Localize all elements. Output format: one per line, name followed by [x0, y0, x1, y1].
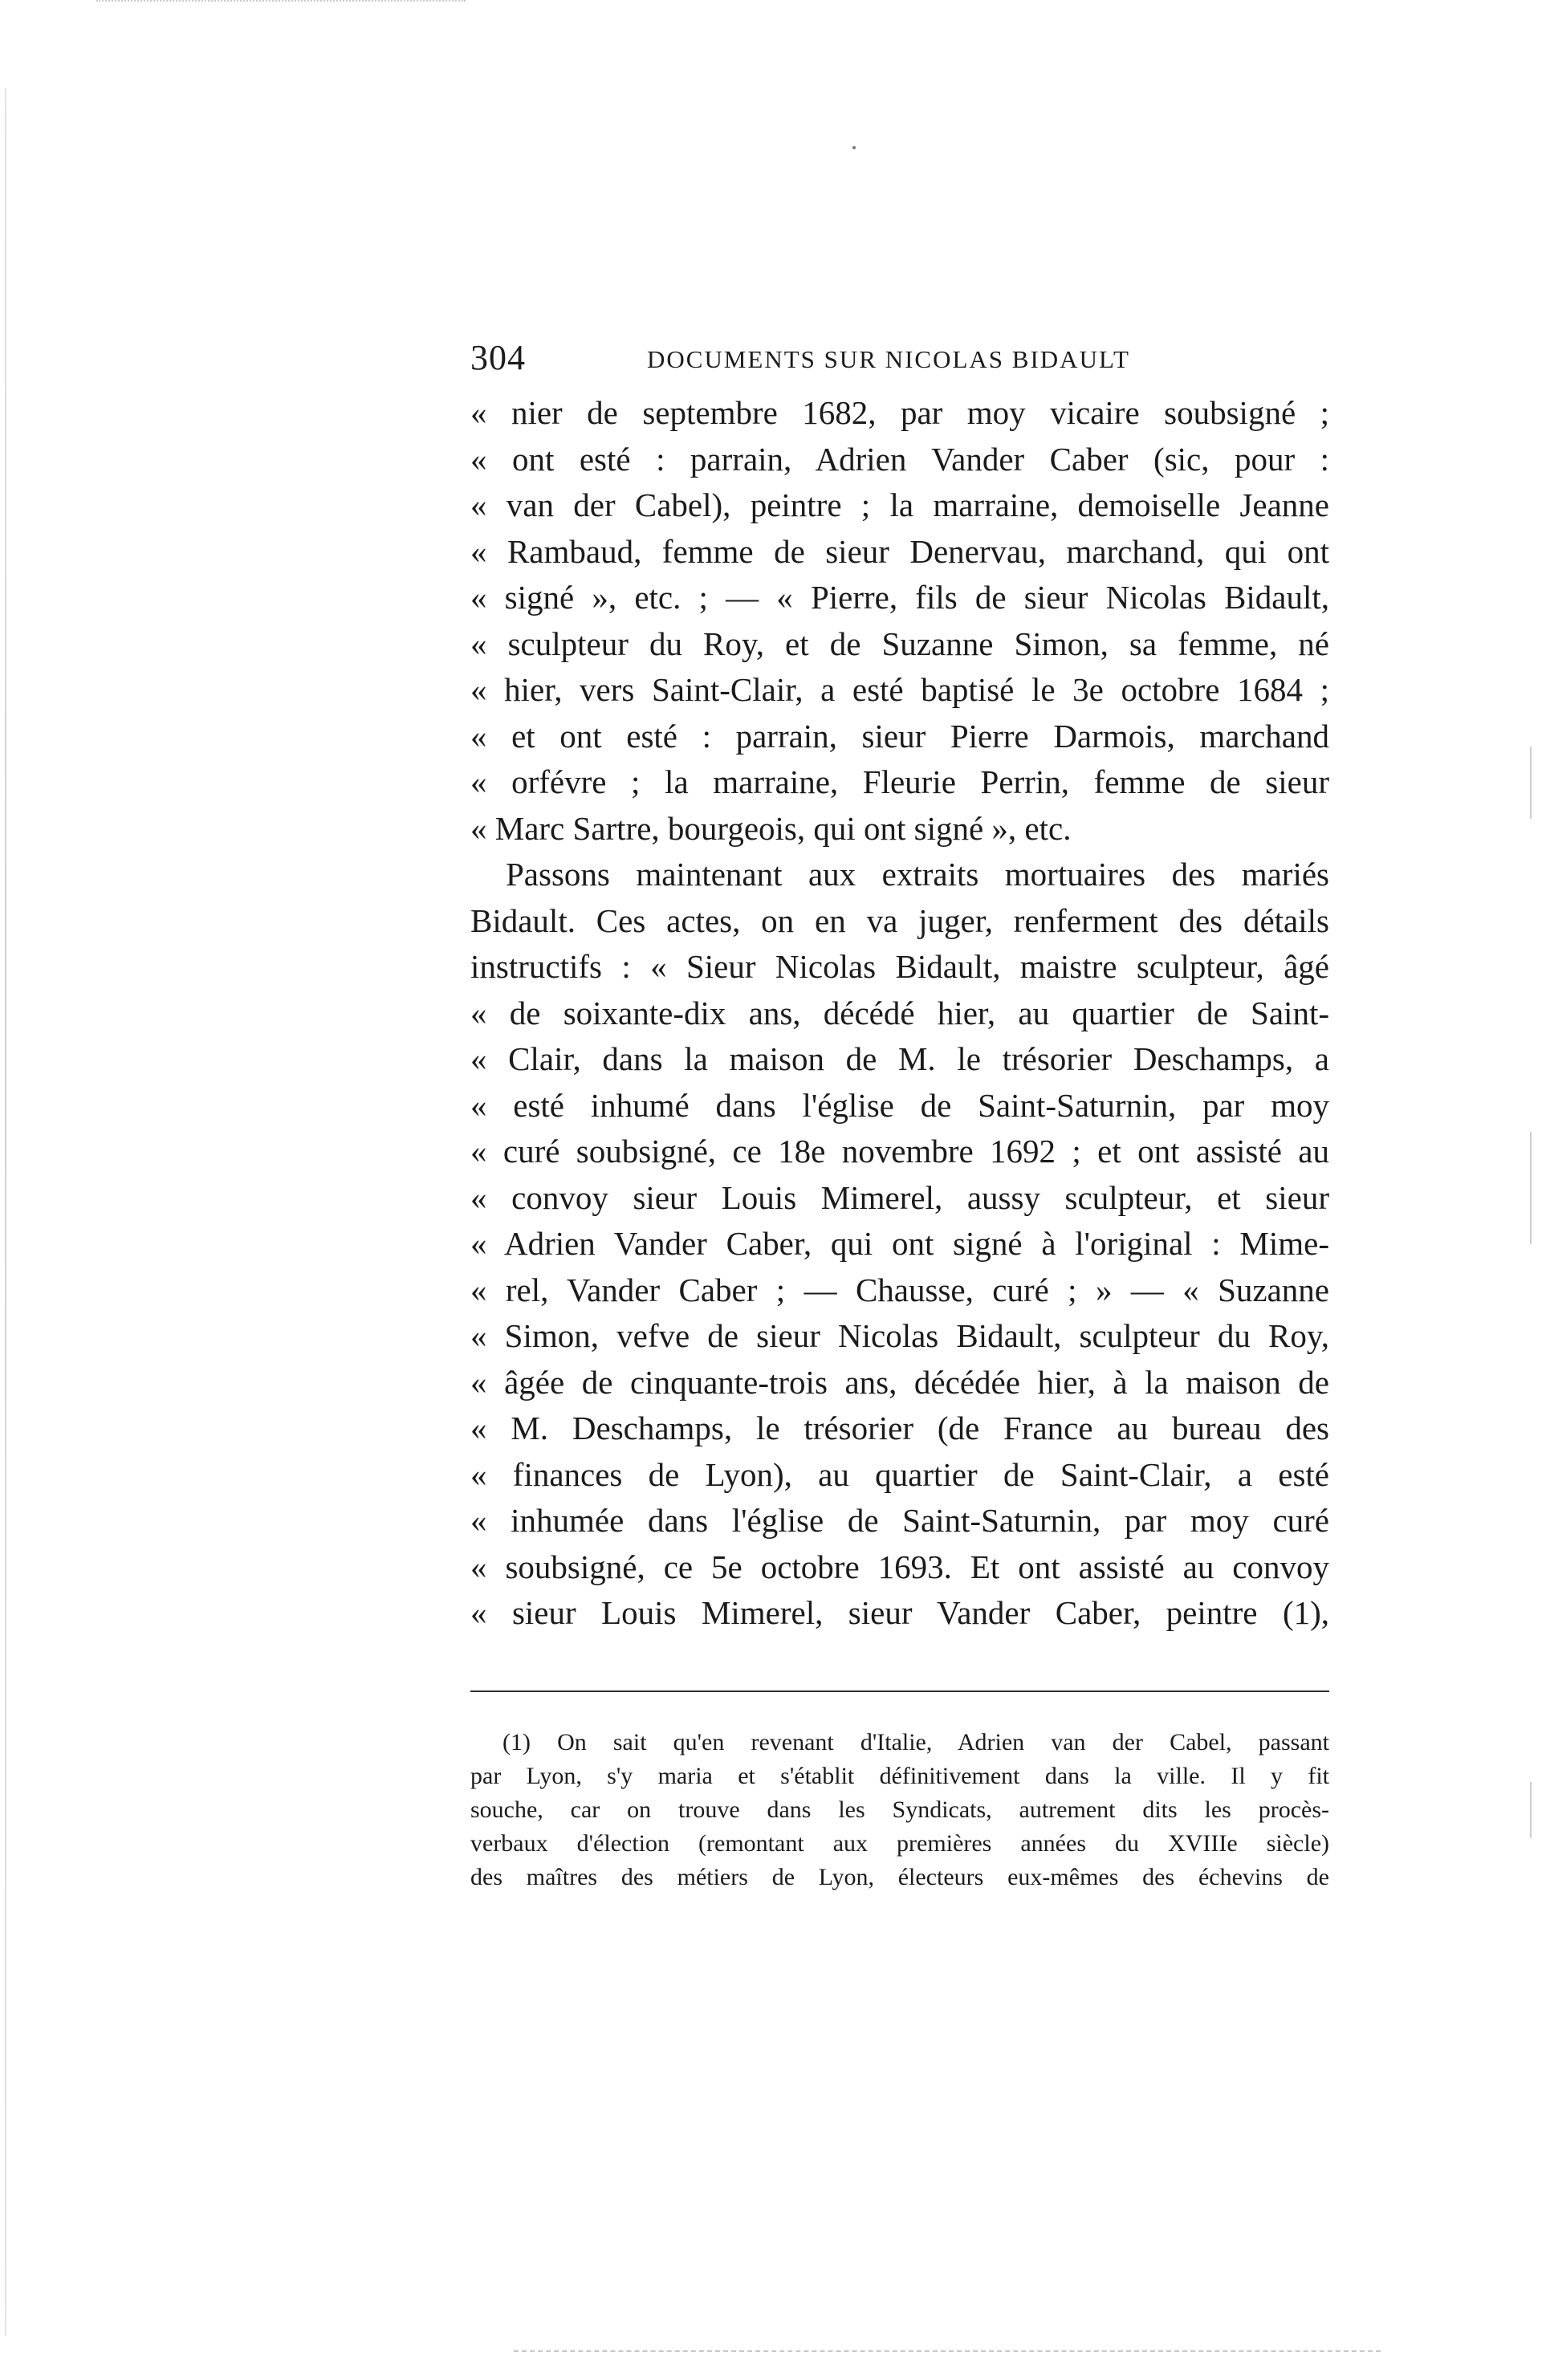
text-line: « orfévre ; la marraine, Fleurie Perrin, femme de sieur	[470, 763, 1329, 800]
text-line: « esté inhumé dans l'église de Saint-Saturnin, par moy	[470, 1086, 1329, 1124]
text-line: « Adrien Vander Caber, qui ont signé à l'original : Mime-	[470, 1225, 1329, 1262]
text-line: instructifs : « Sieur Nicolas Bidault, maistre sculpteur, âgé	[470, 948, 1329, 985]
text-line: « rel, Vander Caber ; — Chausse, curé ; » — « Suzanne	[470, 1271, 1329, 1308]
running-title: DOCUMENTS SUR NICOLAS BIDAULT	[647, 345, 1130, 373]
text-line: « hier, vers Saint-Clair, a esté baptisé le 3e octobre 1684 ;	[470, 671, 1329, 708]
footnote	[470, 1726, 1329, 1894]
footnote-rule	[470, 1690, 1329, 1692]
paper-speck	[852, 146, 856, 149]
page-number: 304	[470, 338, 526, 377]
text-line: « inhumée dans l'église de Saint-Saturnin, par moy curé	[470, 1502, 1329, 1539]
text-line: « finances de Lyon), au quartier de Saint-Clair, a esté	[470, 1455, 1329, 1493]
text-line: « soubsigné, ce 5e octobre 1693. Et ont assisté au convoy	[470, 1548, 1329, 1585]
text-line: « Marc Sartre, bourgeois, qui ont signé », etc.	[470, 809, 1072, 847]
text-line: « sculpteur du Roy, et de Suzanne Simon, sa femme, né	[470, 624, 1329, 662]
text-line: « ont esté : parrain, Adrien Vander Caber (sic, pour :	[470, 440, 1329, 478]
top-edge-mark	[96, 0, 466, 4]
footnote-line: par Lyon, s'y maria et s'établit définitivement dans la ville. Il y fit	[470, 1763, 1329, 1789]
bottom-edge-mark	[514, 2350, 1381, 2354]
footnote-line: des maîtres des métiers de Lyon, électeurs eux-mêmes des échevins de	[470, 1864, 1329, 1890]
text-line: « convoy sieur Louis Mimerel, aussy sculpteur, et sieur	[470, 1178, 1329, 1216]
page-header	[470, 337, 1329, 382]
main-text	[470, 390, 1329, 1637]
text-line: « Simon, vefve de sieur Nicolas Bidault, sculpteur du Roy,	[470, 1317, 1329, 1354]
text-line: « sieur Louis Mimerel, sieur Vander Caber, peintre (1),	[470, 1594, 1329, 1631]
text-line: « de soixante-dix ans, décédé hier, au quartier de Saint-	[470, 994, 1329, 1031]
right-edge-mark	[1530, 747, 1532, 819]
footnote-line: souche, car on trouve dans les Syndicats, autrement dits les procès-	[470, 1796, 1329, 1823]
text-line: « Clair, dans la maison de M. le trésorier Deschamps, a	[470, 1040, 1329, 1077]
text-line: Bidault. Ces actes, on en va juger, renferment des détails	[470, 901, 1329, 939]
right-edge-mark	[1530, 1132, 1532, 1244]
text-line: « M. Deschamps, le trésorier (de France au bureau des	[470, 1410, 1329, 1446]
text-line: « Rambaud, femme de sieur Denervau, marchand, qui ont	[470, 532, 1329, 570]
left-page-edge	[5, 88, 6, 2336]
text-line: « signé », etc. ; — « Pierre, fils de sieur Nicolas Bidault,	[470, 579, 1329, 616]
text-line: « et ont esté : parrain, sieur Pierre Darmois, marchand	[470, 717, 1329, 755]
right-edge-mark	[1530, 1782, 1532, 1838]
paragraph-start-line: Passons maintenant aux extraits mortuaires des mariés	[506, 856, 1329, 893]
footnote-line: (1) On sait qu'en revenant d'Italie, Adrien van der Cabel, passant	[502, 1729, 1329, 1756]
text-line: « curé soubsigné, ce 18e novembre 1692 ; et ont assisté au	[470, 1133, 1329, 1170]
text-line: « âgée de cinquante-trois ans, décédée hier, à la maison de	[470, 1363, 1329, 1401]
text-line: « van der Cabel), peintre ; la marraine, demoiselle Jeanne	[470, 486, 1329, 523]
footnote-line: verbaux d'élection (remontant aux premières années du XVIIIe siècle)	[470, 1830, 1329, 1857]
text-line: « nier de septembre 1682, par moy vicaire soubsigné ;	[470, 394, 1329, 431]
